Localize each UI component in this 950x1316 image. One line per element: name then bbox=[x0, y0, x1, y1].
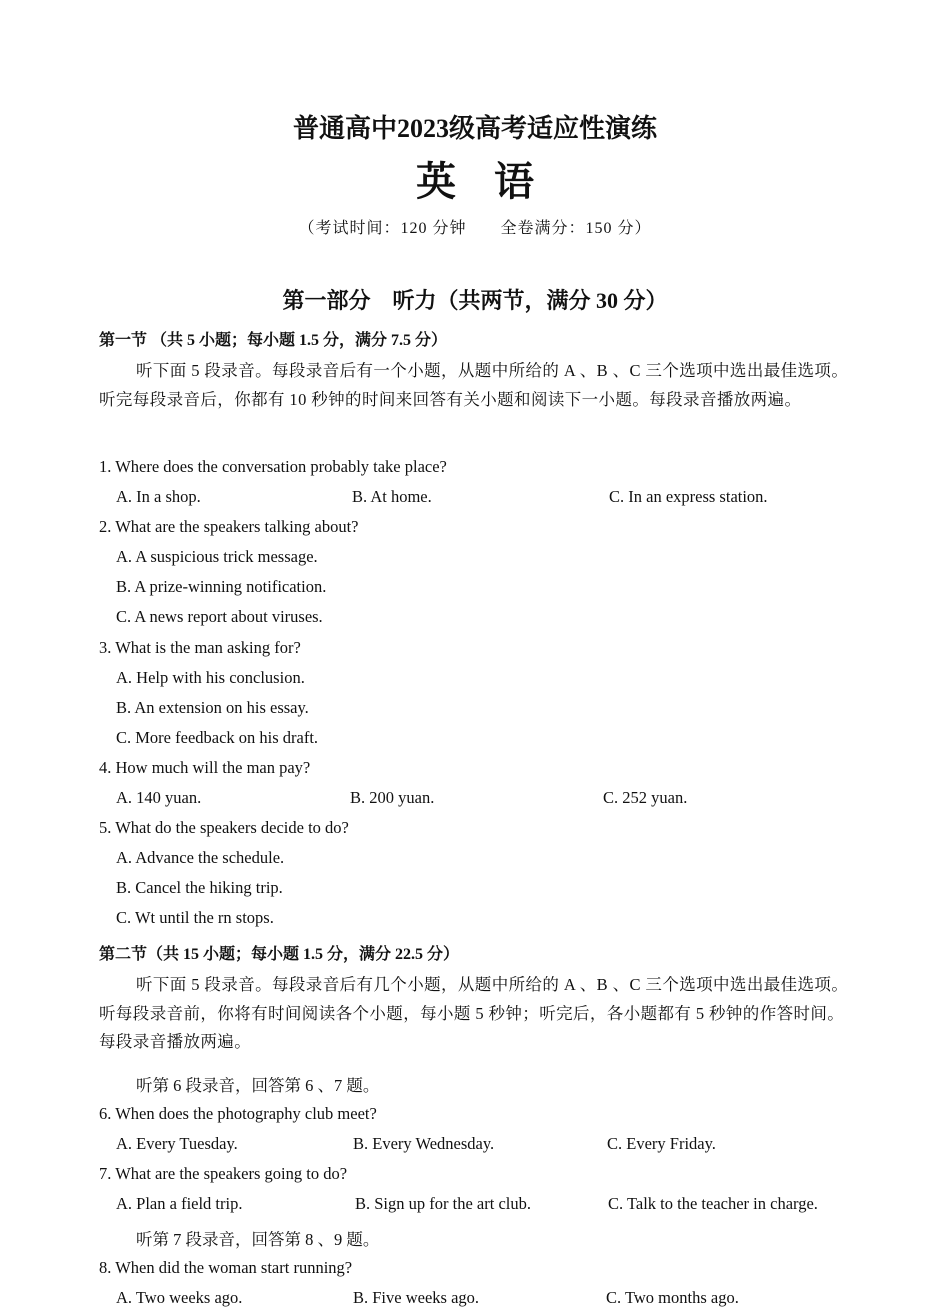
question-4-option-c: C. 252 yuan. bbox=[603, 788, 688, 807]
question-6-option-c: C. Every Friday. bbox=[607, 1134, 716, 1153]
section-two-heading: 第二节（共 15 小题；每小题 1.5 分，满分 22.5 分） bbox=[99, 946, 460, 963]
question-4-option-b: B. 200 yuan. bbox=[350, 788, 435, 807]
question-8-option-b: B. Five weeks ago. bbox=[353, 1288, 480, 1307]
question-6-option-a: A. Every Tuesday. bbox=[116, 1134, 238, 1153]
question-8-option-a: A. Two weeks ago. bbox=[116, 1288, 243, 1307]
question-1-stem: 1. Where does the conversation probably take place? bbox=[99, 457, 447, 476]
section-two-instructions: 听下面 5 段录音。每段录音后有几个小题，从题中所给的 A 、B 、C 三个选项中选出最佳选项。听每段录音前，你将有时间阅读各个小题，每小题 5 秒钟；听完后，各小题都有 5 秒钟的作答时间。每段录音播放两遍。 bbox=[99, 975, 849, 1051]
recording-6-note: 听第 6 段录音，回答第 6 、7 题。 bbox=[136, 1076, 380, 1095]
question-5-stem: 5. What do the speakers decide to do? bbox=[99, 818, 349, 837]
question-5-option-b: B. Cancel the hiking trip. bbox=[116, 878, 283, 897]
question-4-stem: 4. How much will the man pay? bbox=[99, 758, 311, 777]
question-1-option-a: A. In a shop. bbox=[116, 487, 201, 506]
section-one-heading: 第一节 （共 5 小题；每小题 1.5 分，满分 7.5 分） bbox=[99, 332, 448, 349]
question-1-option-c: C. In an express station. bbox=[609, 487, 768, 506]
recording-7-note: 听第 7 段录音，回答第 8 、9 题。 bbox=[136, 1230, 380, 1249]
question-8-option-c: C. Two months ago. bbox=[606, 1288, 739, 1307]
section-one-instructions: 听下面 5 段录音。每段录音后有一个小题，从题中所给的 A 、B 、C 三个选项中选出最佳选项。听完每段录音后，你都有 10 秒钟的时间来回答有关小题和阅读下一小题。每段录音播放两遍。 bbox=[99, 361, 849, 409]
subject-title: 英语 bbox=[416, 159, 572, 204]
question-6-option-b: B. Every Wednesday. bbox=[353, 1134, 495, 1153]
question-1-option-b: B. At home. bbox=[352, 487, 432, 506]
question-4-option-a: A. 140 yuan. bbox=[116, 788, 202, 807]
question-7-stem: 7. What are the speakers going to do? bbox=[99, 1164, 348, 1183]
question-7-option-a: A. Plan a field trip. bbox=[116, 1194, 243, 1213]
question-3-stem: 3. What is the man asking for? bbox=[99, 638, 301, 657]
question-2-option-b: B. A prize-winning notification. bbox=[116, 577, 327, 596]
question-5-option-c: C. Wt until the rn stops. bbox=[116, 908, 274, 927]
question-5-option-a: A. Advance the schedule. bbox=[116, 848, 285, 867]
question-3-option-c: C. More feedback on his draft. bbox=[116, 728, 319, 747]
part-one-heading: 第一部分 听力（共两节，满分 30 分） bbox=[282, 288, 668, 313]
exam-title: 普通高中2023级高考适应性演练 bbox=[292, 114, 657, 143]
question-7-option-b: B. Sign up for the art club. bbox=[355, 1194, 531, 1213]
question-3-option-b: B. An extension on his essay. bbox=[116, 698, 309, 717]
question-3-option-a: A. Help with his conclusion. bbox=[116, 668, 305, 687]
question-2-option-a: A. A suspicious trick message. bbox=[116, 547, 318, 566]
question-8-stem: 8. When did the woman start running? bbox=[99, 1258, 353, 1277]
question-2-option-c: C. A news report about viruses. bbox=[116, 607, 323, 626]
question-7-option-c: C. Talk to the teacher in charge. bbox=[608, 1194, 818, 1213]
exam-info: （考试时间：120 分钟 全卷满分：150 分） bbox=[298, 220, 652, 237]
question-2-stem: 2. What are the speakers talking about? bbox=[99, 517, 359, 536]
question-6-stem: 6. When does the photography club meet? bbox=[99, 1104, 377, 1123]
